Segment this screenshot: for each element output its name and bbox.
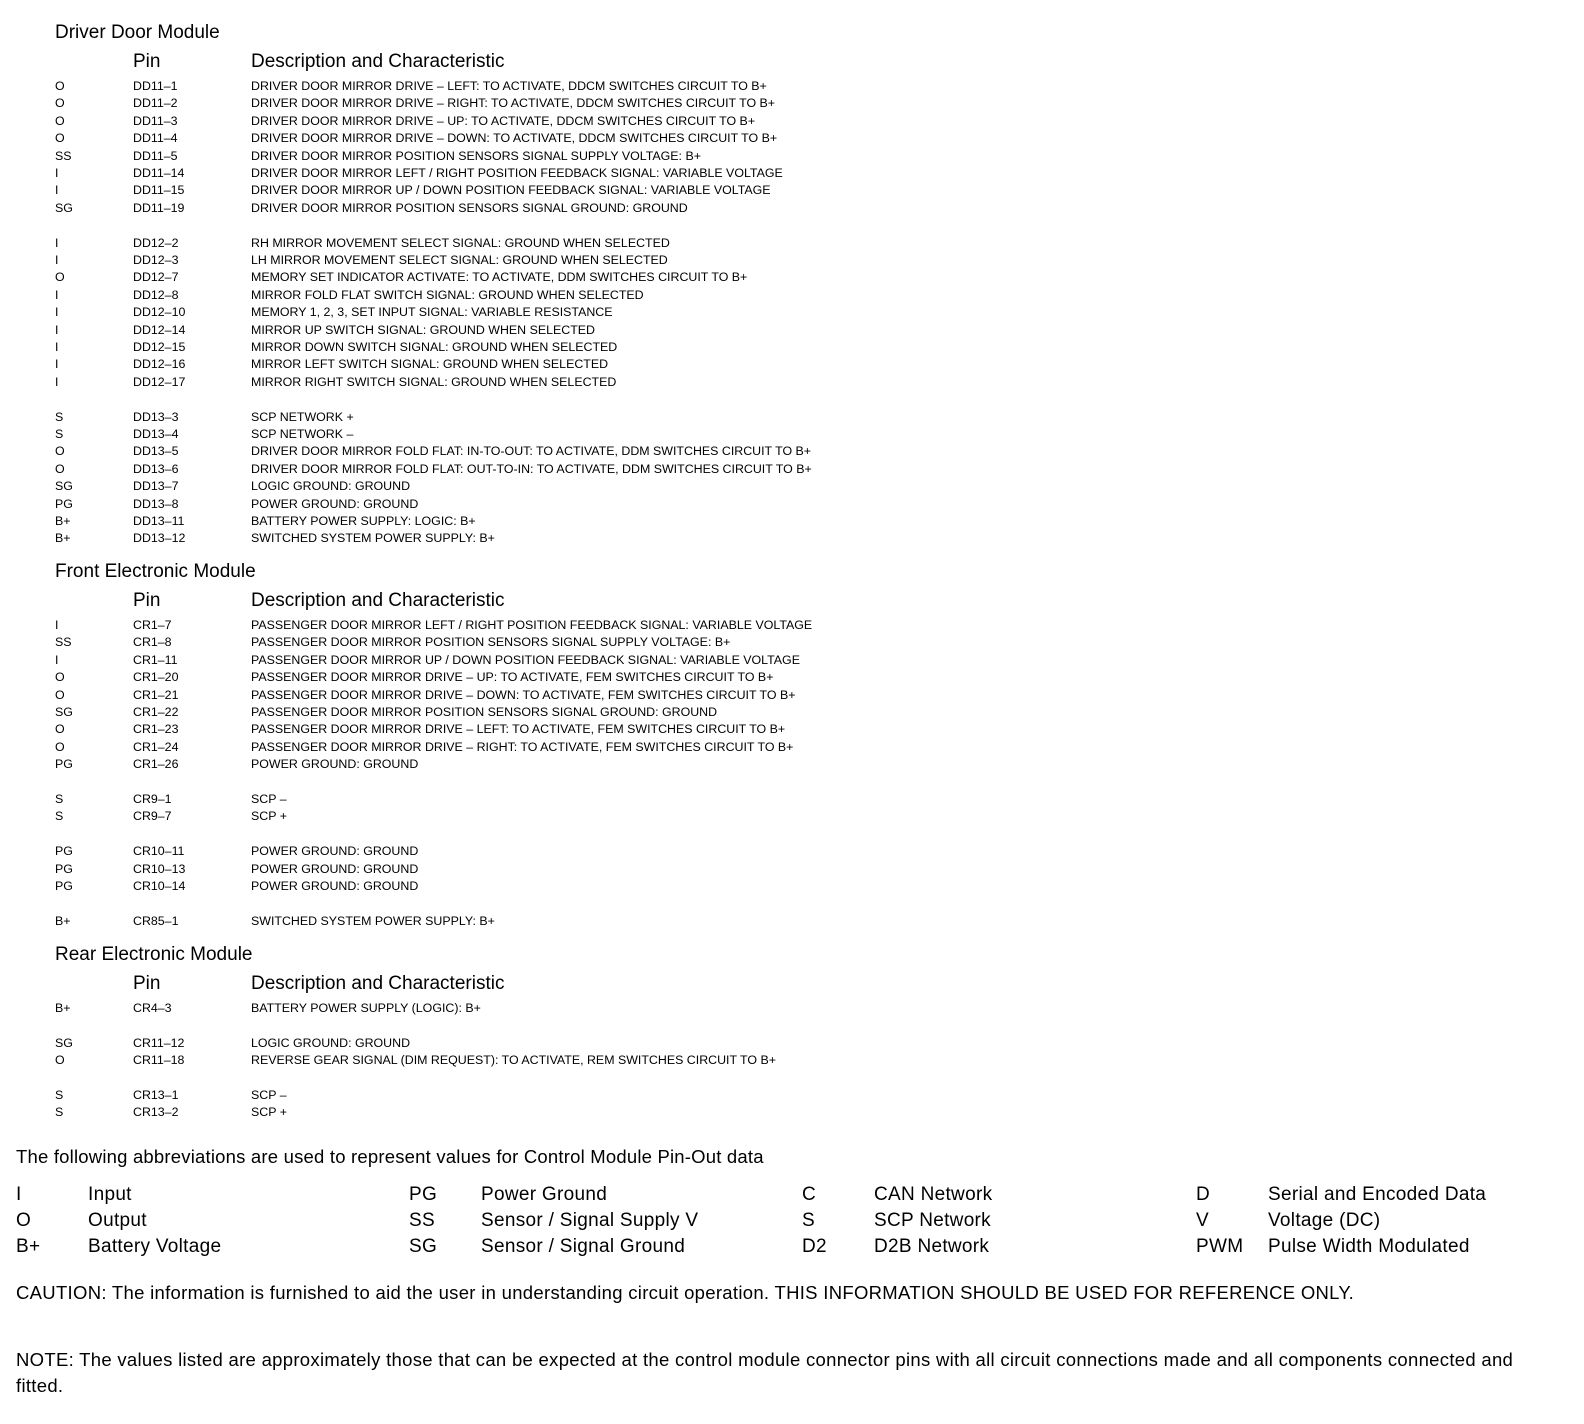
pin-description: SCP + [251,809,287,824]
signal-type: I [55,357,59,372]
pin-id: DD12–16 [133,357,186,372]
table-row [0,443,1584,460]
table-row [0,617,1584,634]
signal-type: PG [55,879,73,893]
pin-description: SCP – [251,1088,287,1102]
table-row [0,704,1584,721]
table-row [0,304,1584,321]
table-row [0,287,1584,304]
pin-description: POWER GROUND: GROUND [251,861,419,876]
pin-description: DRIVER DOOR MIRROR DRIVE – LEFT: TO ACTIVATE, DDCM SWITCHES CIRCUIT TO B+ [251,79,767,93]
pin-description: PASSENGER DOOR MIRROR DRIVE – DOWN: TO ACTIVATE, FEM SWITCHES CIRCUIT TO B+ [251,687,796,702]
abbr-meaning: Sensor / Signal Supply V [481,1210,699,1231]
table-row [0,808,1584,825]
table-row [0,322,1584,339]
pin-id: DD12–8 [133,287,179,302]
abbr-meaning: SCP Network [874,1210,991,1231]
table-row [0,374,1584,391]
signal-type: S [55,409,64,424]
pin-id: CR1–22 [133,705,179,719]
table-row [0,1052,1584,1069]
pin-description: POWER GROUND: GROUND [251,496,419,511]
table-row [0,1000,1584,1017]
table-row [0,409,1584,426]
table-row [0,200,1584,217]
pin-description: MIRROR DOWN SWITCH SIGNAL: GROUND WHEN SELECTED [251,340,618,354]
pin-column-header: Pin [133,51,161,72]
pin-description: MIRROR RIGHT SWITCH SIGNAL: GROUND WHEN SELECTED [251,374,617,389]
abbr-code: SS [409,1210,435,1231]
section-title: Front Electronic Module [55,561,256,582]
table-row [0,878,1584,895]
pin-description: SWITCHED SYSTEM POWER SUPPLY: B+ [251,913,495,928]
pin-id: CR1–26 [133,757,179,772]
pin-id: CR1–8 [133,635,172,650]
pin-description: RH MIRROR MOVEMENT SELECT SIGNAL: GROUND WHEN SELECTED [251,235,670,250]
pin-description: PASSENGER DOOR MIRROR POSITION SENSORS SIGNAL GROUND: GROUND [251,705,718,719]
signal-type: I [55,340,59,354]
pin-id: DD11–15 [133,183,185,198]
signal-type: I [55,287,59,302]
signal-type: PG [55,496,73,511]
table-row [0,634,1584,651]
pin-description: PASSENGER DOOR MIRROR DRIVE – UP: TO ACTIVATE, FEM SWITCHES CIRCUIT TO B+ [251,670,774,685]
pin-column-header: Pin [133,973,161,994]
table-row [0,739,1584,756]
pin-id: DD12–10 [133,305,186,320]
pin-description: BATTERY POWER SUPPLY: LOGIC: B+ [251,514,476,528]
signal-type: B+ [55,514,71,528]
pin-description: MIRROR FOLD FLAT SWITCH SIGNAL: GROUND WHEN SELECTED [251,287,644,302]
table-row [0,913,1584,930]
table-row [0,95,1584,112]
pin-id: CR1–11 [133,652,178,667]
pin-id: DD12–17 [133,374,186,389]
abbr-meaning: Serial and Encoded Data [1268,1184,1487,1205]
signal-type: I [55,652,59,667]
signal-type: PG [55,844,73,859]
table-row [0,496,1584,513]
abbr-code: SG [409,1236,438,1257]
table-row [0,252,1584,269]
signal-type: O [55,739,65,754]
section-title: Rear Electronic Module [55,944,253,965]
signal-type: O [55,444,65,459]
signal-type: S [55,1105,64,1120]
abbr-code: O [16,1210,32,1231]
table-row [0,652,1584,669]
pin-description: DRIVER DOOR MIRROR DRIVE – DOWN: TO ACTIVATE, DDCM SWITCHES CIRCUIT TO B+ [251,131,778,146]
pin-id: DD12–2 [133,235,179,250]
pin-description: MIRROR UP SWITCH SIGNAL: GROUND WHEN SELECTED [251,322,595,337]
pin-id: DD13–12 [133,531,186,546]
pin-description: BATTERY POWER SUPPLY (LOGIC): B+ [251,1001,481,1015]
pin-id: CR13–2 [133,1105,179,1120]
abbreviations-intro: The following abbreviations are used to represent values for Control Module Pin-Out data [16,1146,764,1167]
table-row [0,339,1584,356]
pin-id: DD13–3 [133,409,179,424]
pin-id: DD12–15 [133,340,186,354]
signal-type: O [55,670,65,685]
signal-type: SS [55,635,72,650]
pin-id: DD11–5 [133,148,178,163]
pin-id: DD12–14 [133,322,186,337]
pin-id: CR11–12 [133,1035,185,1050]
signal-type: I [55,305,59,320]
pin-description: MEMORY SET INDICATOR ACTIVATE: TO ACTIVATE, DDM SWITCHES CIRCUIT TO B+ [251,270,748,285]
signal-type: PG [55,757,73,772]
abbr-code: D2 [802,1236,827,1257]
pin-id: CR13–1 [133,1088,179,1102]
signal-type: O [55,270,65,285]
pin-id: CR10–14 [133,879,186,893]
pin-id: CR4–3 [133,1001,172,1015]
pin-description: DRIVER DOOR MIRROR UP / DOWN POSITION FEEDBACK SIGNAL: VARIABLE VOLTAGE [251,183,771,198]
table-row [0,843,1584,860]
signal-type: SG [55,1035,73,1050]
table-row [0,165,1584,182]
pin-id: CR10–11 [133,844,185,859]
pin-description: SCP NETWORK – [251,427,354,441]
pin-id: DD11–3 [133,113,178,128]
signal-type: I [55,166,59,180]
abbreviations-legend [0,1184,1584,1264]
signal-type: S [55,792,64,806]
abbr-meaning: Sensor / Signal Ground [481,1236,686,1257]
table-row [0,113,1584,130]
pin-description: PASSENGER DOOR MIRROR LEFT / RIGHT POSITION FEEDBACK SIGNAL: VARIABLE VOLTAGE [251,618,813,632]
signal-type: O [55,79,65,93]
pin-id: CR9–1 [133,792,172,806]
abbr-code: C [802,1184,817,1205]
signal-type: SS [55,148,72,163]
signal-type: O [55,1053,65,1068]
signal-type: B+ [55,1001,71,1015]
table-row [0,461,1584,478]
pin-description: LH MIRROR MOVEMENT SELECT SIGNAL: GROUND WHEN SELECTED [251,253,668,267]
pin-description: SCP – [251,792,287,806]
table-row [0,478,1584,495]
signal-type: I [55,618,59,632]
signal-type: I [55,322,59,337]
signal-type: S [55,809,64,824]
pin-description: POWER GROUND: GROUND [251,879,419,893]
abbr-meaning: Output [88,1210,147,1231]
pin-column-header: Pin [133,590,161,611]
table-row [0,687,1584,704]
description-column-header: Description and Characteristic [251,590,505,611]
signal-type: I [55,374,59,389]
table-row [0,669,1584,686]
pin-id: CR9–7 [133,809,172,824]
pin-id: DD13–7 [133,479,179,494]
abbr-code: PG [409,1184,438,1205]
pin-id: CR85–1 [133,913,179,928]
pin-id: DD13–4 [133,427,179,441]
table-row [0,530,1584,547]
pin-description: POWER GROUND: GROUND [251,757,419,772]
abbr-code: V [1196,1210,1209,1231]
pin-description: PASSENGER DOOR MIRROR UP / DOWN POSITION FEEDBACK SIGNAL: VARIABLE VOLTAGE [251,652,800,667]
pin-description: PASSENGER DOOR MIRROR DRIVE – LEFT: TO ACTIVATE, FEM SWITCHES CIRCUIT TO B+ [251,722,786,737]
abbr-meaning: D2B Network [874,1236,990,1257]
signal-type: I [55,253,59,267]
pin-id: DD13–11 [133,514,185,528]
abbr-code: I [16,1184,22,1205]
pin-description: MIRROR LEFT SWITCH SIGNAL: GROUND WHEN SELECTED [251,357,609,372]
pin-description: LOGIC GROUND: GROUND [251,479,411,494]
signal-type: O [55,96,65,111]
pin-id: CR1–7 [133,618,172,632]
table-row [0,182,1584,199]
signal-type: B+ [55,531,71,546]
table-row [0,235,1584,252]
pin-description: DRIVER DOOR MIRROR POSITION SENSORS SIGNAL SUPPLY VOLTAGE: B+ [251,148,701,163]
pin-id: CR1–21 [133,687,179,702]
abbr-meaning: Voltage (DC) [1268,1210,1381,1231]
pin-description: SCP + [251,1105,287,1120]
table-row [0,148,1584,165]
caution-text: CAUTION: The information is furnished to aid the user in understanding circuit operation. THIS INFORMATION SHOULD BE USED FOR REFERENCE ONLY. [16,1282,1355,1303]
pin-description: DRIVER DOOR MIRROR DRIVE – UP: TO ACTIVATE, DDCM SWITCHES CIRCUIT TO B+ [251,113,756,128]
pin-id: DD11–4 [133,131,178,146]
pin-description: DRIVER DOOR MIRROR DRIVE – RIGHT: TO ACTIVATE, DDCM SWITCHES CIRCUIT TO B+ [251,96,776,111]
pin-id: CR10–13 [133,861,186,876]
pin-description: REVERSE GEAR SIGNAL (DIM REQUEST): TO ACTIVATE, REM SWITCHES CIRCUIT TO B+ [251,1053,776,1068]
pin-id: CR1–23 [133,722,179,737]
pin-description: LOGIC GROUND: GROUND [251,1035,411,1050]
table-row [0,1087,1584,1104]
pin-id: DD13–5 [133,444,179,459]
signal-type: B+ [55,913,71,928]
abbr-code: PWM [1196,1236,1244,1257]
pin-description: DRIVER DOOR MIRROR FOLD FLAT: OUT-TO-IN: TO ACTIVATE, DDM SWITCHES CIRCUIT TO B+ [251,461,812,476]
abbr-meaning: Battery Voltage [88,1236,222,1257]
pin-description: PASSENGER DOOR MIRROR POSITION SENSORS SIGNAL SUPPLY VOLTAGE: B+ [251,635,731,650]
pin-id: DD11–19 [133,200,185,215]
table-row [0,513,1584,530]
pin-description: SWITCHED SYSTEM POWER SUPPLY: B+ [251,531,495,546]
pin-id: DD11–14 [133,166,185,180]
abbr-meaning: Input [88,1184,132,1205]
description-column-header: Description and Characteristic [251,51,505,72]
abbr-code: S [802,1210,815,1231]
pin-id: CR1–24 [133,739,179,754]
pin-id: CR1–20 [133,670,179,685]
pin-id: DD13–6 [133,461,179,476]
signal-type: O [55,461,65,476]
table-row [0,1104,1584,1121]
signal-type: PG [55,861,73,876]
table-row [0,78,1584,95]
table-row [0,756,1584,773]
pin-description: DRIVER DOOR MIRROR FOLD FLAT: IN-TO-OUT: TO ACTIVATE, DDM SWITCHES CIRCUIT TO B+ [251,444,812,459]
table-row [0,861,1584,878]
pin-id: DD13–8 [133,496,179,511]
signal-type: I [55,235,59,250]
pin-description: MEMORY 1, 2, 3, SET INPUT SIGNAL: VARIABLE RESISTANCE [251,305,613,320]
abbr-code: B+ [16,1236,41,1257]
table-row [0,721,1584,738]
abbr-meaning: Pulse Width Modulated [1268,1236,1470,1257]
pin-description: DRIVER DOOR MIRROR POSITION SENSORS SIGNAL GROUND: GROUND [251,200,688,215]
pin-description: SCP NETWORK + [251,409,354,424]
abbr-code: D [1196,1184,1211,1205]
signal-type: SG [55,200,73,215]
signal-type: S [55,1088,64,1102]
pin-id: DD11–2 [133,96,178,111]
table-row [0,426,1584,443]
pin-id: DD12–3 [133,253,179,267]
pin-description: PASSENGER DOOR MIRROR DRIVE – RIGHT: TO ACTIVATE, FEM SWITCHES CIRCUIT TO B+ [251,739,794,754]
description-column-header: Description and Characteristic [251,973,505,994]
signal-type: O [55,131,65,146]
pin-description: POWER GROUND: GROUND [251,844,419,859]
table-row [0,130,1584,147]
signal-type: O [55,113,65,128]
signal-type: I [55,183,59,198]
pin-id: DD11–1 [133,79,178,93]
signal-type: S [55,427,64,441]
pin-id: CR11–18 [133,1053,185,1068]
signal-type: O [55,722,65,737]
section-title: Driver Door Module [55,22,220,43]
signal-type: SG [55,479,73,494]
table-row [0,269,1584,286]
abbr-meaning: CAN Network [874,1184,993,1205]
signal-type: SG [55,705,73,719]
pin-description: DRIVER DOOR MIRROR LEFT / RIGHT POSITION FEEDBACK SIGNAL: VARIABLE VOLTAGE [251,166,783,180]
table-row [0,791,1584,808]
table-row [0,356,1584,373]
abbr-meaning: Power Ground [481,1184,608,1205]
pin-id: DD12–7 [133,270,179,285]
table-row [0,1035,1584,1052]
note-text: NOTE: The values listed are approximately those that can be expected at the control module connector pins with all circuit connections made and all components connected and fitted. [16,1349,1514,1396]
signal-type: O [55,687,65,702]
